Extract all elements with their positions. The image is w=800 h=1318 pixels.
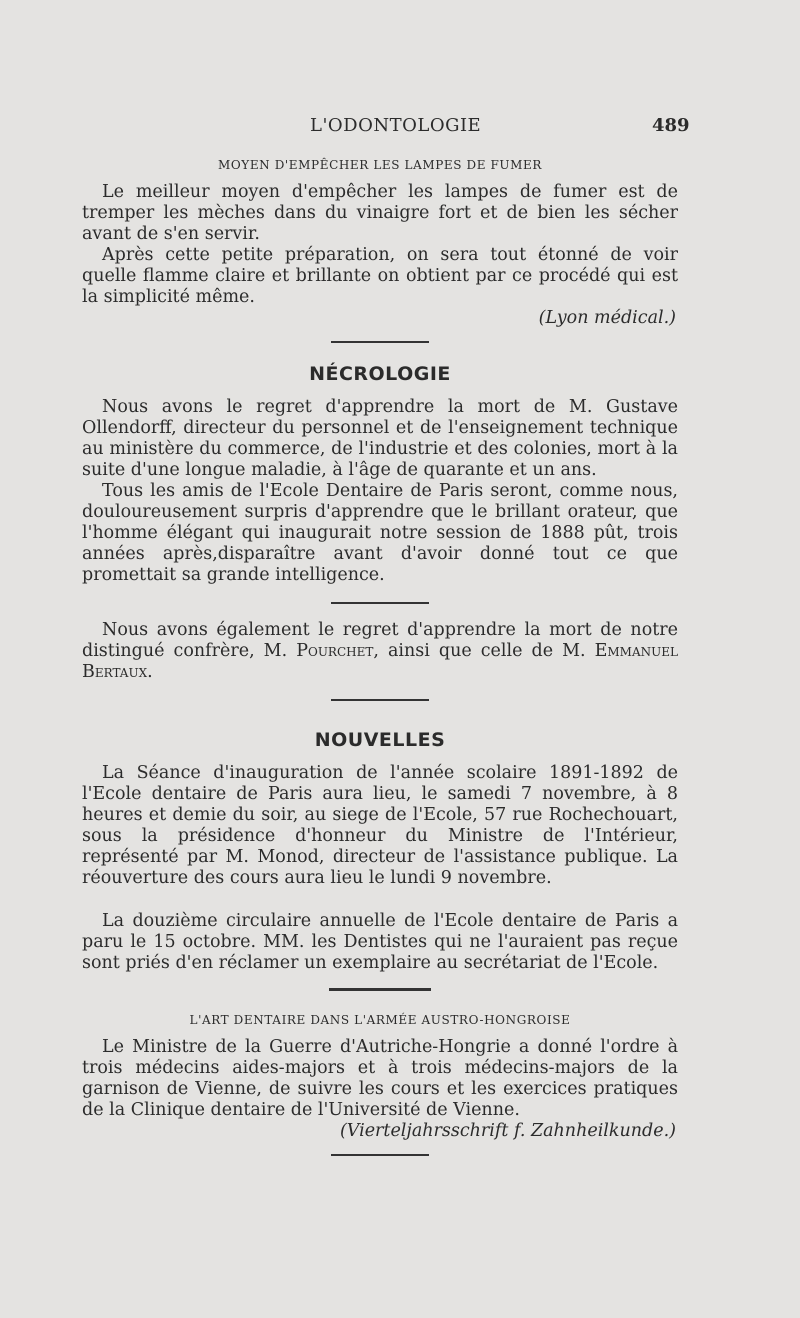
article-body	[82, 158, 678, 1156]
paragraph: Tous les amis de l'Ecole Dentaire de Paris seront, comme nous, douloureusement surpris d'apprendre que le brillant orateur, que l'homme élégant qui inaugurait notre session de 1888 pût, trois années après,disparaître avant d'avoir donné tout ce que promettait sa grande intelligence.	[82, 481, 678, 585]
divider	[331, 602, 429, 604]
page-number: 489	[652, 115, 690, 136]
paragraph: La Séance d'inauguration de l'année scolaire 1891-1892 de l'Ecole dentaire de Paris aura lieu, le samedi 7 novembre, à 8 heures et demie du soir, au siege de l'Ecole, 57 rue Rochechouart, sous la présidence d'honneur du Ministre de l'Intérieur, représenté par M. Monod, directeur de l'assistance publique. La réouverture des cours aura lieu le lundi 9 novembre.	[82, 763, 678, 888]
paragraph: Le Ministre de la Guerre d'Autriche-Hongrie a donné l'ordre à trois médecins aides-majors et à trois médecins-majors de la garnison de Vienne, de suivre les cours et les exercices pratiques de la Clinique dentaire de l'Université de Vienne.	[82, 1037, 678, 1120]
text-run: , ainsi que celle de M.	[373, 641, 595, 661]
text-run: .	[147, 662, 153, 682]
spacer	[82, 889, 678, 911]
section-heading-nouvelles: NOUVELLES	[314, 729, 446, 751]
section-heading-lampes: MOYEN D'EMPÊCHER LES LAMPES DE FUMER	[217, 158, 543, 172]
paragraph: Le meilleur moyen d'empêcher les lampes de fumer est de tremper les mèches dans du vinaigre fort et de bien les sécher avant de s'en servir.	[82, 182, 678, 244]
divider	[331, 1154, 429, 1156]
text-run: Nous avons également le regret d'apprendre la mort de notre distingué confrère, M.	[82, 620, 678, 661]
running-header	[0, 115, 800, 145]
divider	[331, 341, 429, 343]
paragraph	[82, 620, 678, 683]
paragraph: La douzième circulaire annuelle de l'Ecole dentaire de Paris a paru le 15 octobre. MM. les Dentistes qui ne l'auraient pas reçue sont priés d'en réclamer un exemplaire au secrétariat de l'Ecole.	[82, 911, 678, 973]
paragraph: Après cette petite préparation, on sera tout étonné de voir quelle flamme claire et brillante on obtient par ce procédé qui est la simplicité même.	[82, 245, 678, 307]
source-citation: (Vierteljahrsschrift f. Zahnheilkunde.)	[339, 1121, 676, 1141]
person-name: Pourchet	[296, 641, 374, 661]
paragraph: Nous avons le regret d'apprendre la mort de M. Gustave Ollendorff, directeur du personnel et de l'enseignement technique au ministère du commerce, de l'industrie et des colonies, mort à la suite d'une longue maladie, à l'âge de quarante et un ans.	[82, 397, 678, 480]
divider	[331, 699, 429, 701]
section-heading-necrologie: NÉCROLOGIE	[309, 363, 451, 385]
person-name: Emmanuel Bertaux	[82, 641, 678, 682]
divider	[329, 988, 431, 991]
section-heading-art-dentaire: L'ART DENTAIRE DANS L'ARMÉE AUSTRO-HONGROISE	[189, 1013, 571, 1027]
journal-title: L'ODONTOLOGIE	[310, 115, 482, 136]
source-citation: (Lyon médical.)	[538, 308, 676, 328]
